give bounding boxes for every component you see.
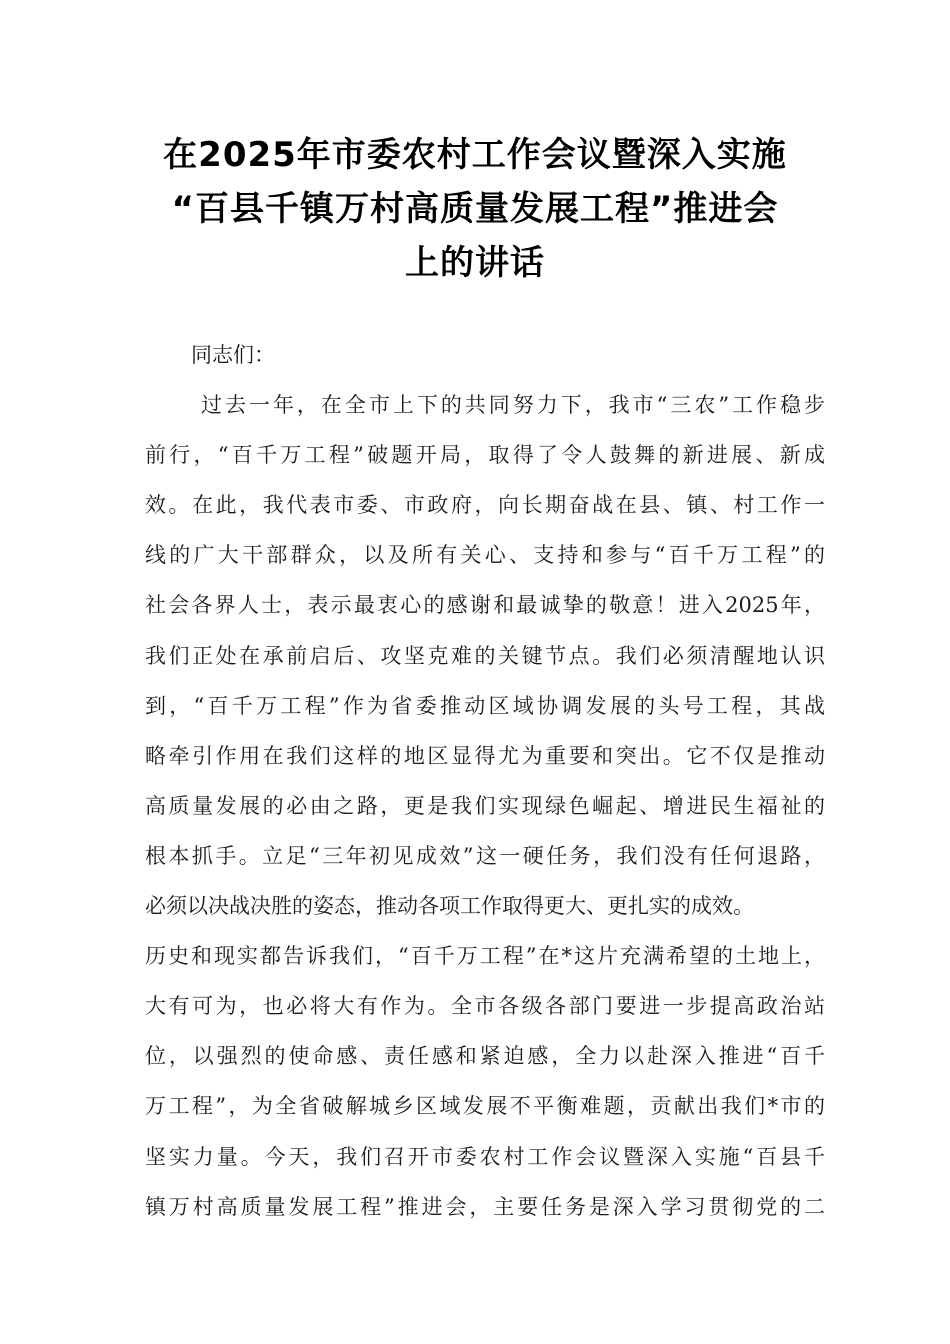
title-line: 上的讲话 xyxy=(405,243,545,283)
paragraph-line: 镇万村高质量发展工程”推进会，主要任务是深入学习贯彻党的二 xyxy=(145,1194,825,1219)
document-title xyxy=(120,128,830,290)
paragraph-line: 万工程”，为全省破解城乡区域发展不平衡难题，贡献出我们*市的 xyxy=(145,1094,825,1119)
title-line: 在2025年市委农村工作会议暨深入实施 xyxy=(163,135,787,175)
paragraph-line: 历史和现实都告诉我们，“百千万工程”在*这片充满希望的土地上， xyxy=(145,944,825,969)
paragraph-line: 略牵引作用在我们这样的地区显得尤为重要和突出。它不仅是推动 xyxy=(145,743,825,768)
paragraph-line: 我们正处在承前启后、攻坚克难的关键节点。我们必须清醒地认识 xyxy=(145,643,825,668)
paragraph-line: 过去一年，在全市上下的共同努力下，我市“三农”工作稳步 xyxy=(201,393,825,418)
paragraph-line: 线的广大干部群众，以及所有关心、支持和参与“百千万工程”的 xyxy=(145,543,825,568)
paragraph-line: 必须以决战决胜的姿态，推动各项工作取得更大、更扎实的成效。 xyxy=(145,894,754,919)
paragraph-line: 大有可为，也必将大有作为。全市各级各部门要进一步提高政治站 xyxy=(145,994,825,1019)
paragraph-line: 前行，“百千万工程”破题开局，取得了令人鼓舞的新进展、新成 xyxy=(145,443,825,468)
paragraph-line: 根本抓手。立足“三年初见成效”这一硬任务，我们没有任何退路， xyxy=(145,843,825,868)
salutation: 同志们： xyxy=(191,343,275,367)
title-line: “百县千镇万村高质量发展工程”推进会 xyxy=(171,189,779,229)
paragraph-line: 高质量发展的必由之路，更是我们实现绿色崛起、增进民生福祉的 xyxy=(145,793,825,818)
document-body xyxy=(145,330,825,1232)
paragraph-line: 到，“百千万工程”作为省委推动区域协调发展的头号工程，其战 xyxy=(145,693,825,718)
paragraph-line: 坚实力量。今天，我们召开市委农村工作会议暨深入实施“百县千 xyxy=(145,1144,825,1169)
paragraph-line: 效。在此，我代表市委、市政府，向长期奋战在县、镇、村工作一 xyxy=(145,493,825,518)
paragraph-line: 社会各界人士，表示最衷心的感谢和最诚挚的敬意！进入2025年， xyxy=(145,593,825,618)
paragraph-line: 位，以强烈的使命感、责任感和紧迫感，全力以赴深入推进“百千 xyxy=(145,1044,825,1069)
